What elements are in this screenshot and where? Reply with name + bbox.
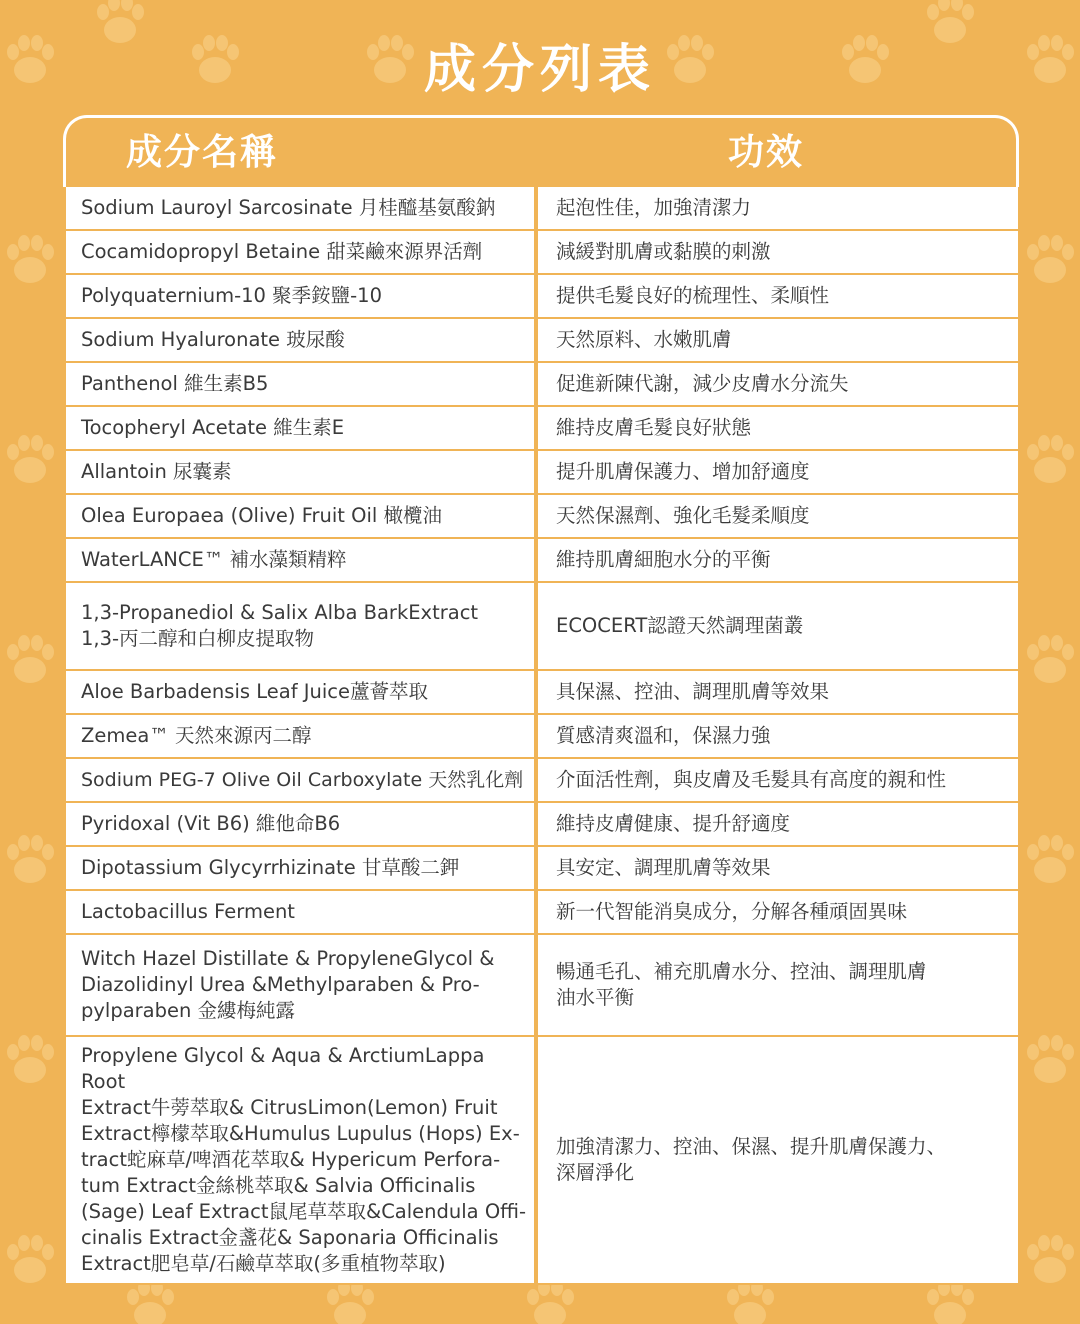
ingredient-name: Dipotassium Glycyrrhizinate 甘草酸二鉀 bbox=[66, 847, 534, 889]
ingredient-effect: 介面活性劑，與皮膚及毛髮具有高度的親和性 bbox=[538, 759, 1018, 801]
ingredient-effect: 新一代智能消臭成分，分解各種頑固異味 bbox=[538, 891, 1018, 933]
table-row bbox=[66, 275, 1019, 317]
ingredient-name: Zemea™ 天然來源丙二醇 bbox=[66, 715, 534, 757]
paw-icon bbox=[1027, 1235, 1074, 1283]
table-row bbox=[66, 891, 1019, 933]
ingredient-name: Sodium Hyaluronate 玻尿酸 bbox=[66, 319, 534, 361]
header-effect: 功效 bbox=[727, 132, 804, 173]
ingredient-effect: 具安定、調理肌膚等效果 bbox=[538, 847, 1018, 889]
header-ingredient-name: 成分名稱 bbox=[126, 132, 279, 173]
ingredient-name: Polyquaternium-10 聚季銨鹽-10 bbox=[66, 275, 534, 317]
table-row bbox=[66, 451, 1019, 493]
table-row bbox=[66, 187, 1019, 229]
paw-icon bbox=[7, 1235, 54, 1283]
paw-icon bbox=[7, 435, 54, 483]
table-row bbox=[66, 715, 1019, 757]
ingredient-name: Panthenol 維生素B5 bbox=[66, 363, 534, 405]
ingredient-name: Olea Europaea (Olive) Fruit Oil 橄欖油 bbox=[66, 495, 534, 537]
table-row bbox=[66, 847, 1019, 889]
page-title: 成分列表 bbox=[423, 40, 656, 100]
ingredient-effect: 促進新陳代謝，減少皮膚水分流失 bbox=[538, 363, 1018, 405]
paw-icon bbox=[527, 1280, 574, 1324]
table-row bbox=[66, 1037, 1019, 1283]
paw-icon bbox=[1027, 435, 1074, 483]
paw-icon bbox=[7, 235, 54, 283]
table-row bbox=[66, 935, 1019, 1035]
ingredient-effect: 起泡性佳，加強清潔力 bbox=[538, 187, 1018, 229]
ingredient-name: Sodium PEG-7 Olive Oil Carboxylate 天然乳化劑 bbox=[66, 759, 534, 801]
ingredient-effect: 維持皮膚健康、提升舒適度 bbox=[538, 803, 1018, 845]
ingredient-name: WaterLANCE™ 補水藻類精粹 bbox=[66, 539, 534, 581]
table-row bbox=[66, 759, 1019, 801]
paw-icon bbox=[97, 0, 144, 43]
ingredient-effect: 暢通毛孔、補充肌膚水分、控油、調理肌膚 油水平衡 bbox=[538, 935, 1018, 1035]
ingredient-effect: ECOCERT認證天然調理菌叢 bbox=[538, 583, 1018, 669]
paw-icon bbox=[727, 1280, 774, 1324]
ingredient-name: Witch Hazel Distillate & PropyleneGlycol & Diazolidinyl Urea &Methylparaben & Pro- pylparaben 金縷梅純露 bbox=[66, 935, 534, 1035]
paw-icon bbox=[127, 1280, 174, 1324]
ingredient-name: Aloe Barbadensis Leaf Juice蘆薈萃取 bbox=[66, 671, 534, 713]
ingredient-name: 1,3-Propanediol & Salix Alba BarkExtract 1,3-丙二醇和白柳皮提取物 bbox=[66, 583, 534, 669]
ingredient-name: Cocamidopropyl Betaine 甜菜鹼來源界活劑 bbox=[66, 231, 534, 273]
table-row bbox=[66, 583, 1019, 669]
table-row bbox=[66, 231, 1019, 273]
paw-icon bbox=[7, 835, 54, 883]
ingredient-effect: 提供毛髮良好的梳理性、柔順性 bbox=[538, 275, 1018, 317]
ingredient-name: Allantoin 尿囊素 bbox=[66, 451, 534, 493]
ingredient-effect: 天然保濕劑、強化毛髮柔順度 bbox=[538, 495, 1018, 537]
paw-icon bbox=[927, 1280, 974, 1324]
table-row bbox=[66, 671, 1019, 713]
table-header bbox=[63, 115, 1019, 187]
ingredient-effect: 加強清潔力、控油、保濕、提升肌膚保護力、 深層淨化 bbox=[538, 1037, 1018, 1283]
table-row bbox=[66, 495, 1019, 537]
ingredient-name: Sodium Lauroyl Sarcosinate 月桂醯基氨酸鈉 bbox=[66, 187, 534, 229]
paw-icon bbox=[7, 1035, 54, 1083]
table-row bbox=[66, 803, 1019, 845]
ingredient-effect: 維持皮膚毛髮良好狀態 bbox=[538, 407, 1018, 449]
ingredient-name: Tocopheryl Acetate 維生素E bbox=[66, 407, 534, 449]
paw-icon bbox=[327, 1280, 374, 1324]
ingredient-name: Pyridoxal (Vit B6) 維他命B6 bbox=[66, 803, 534, 845]
paw-icon bbox=[927, 0, 974, 43]
ingredient-effect: 提升肌膚保護力、增加舒適度 bbox=[538, 451, 1018, 493]
ingredient-effect: 質感清爽溫和，保濕力強 bbox=[538, 715, 1018, 757]
paw-icon bbox=[1027, 235, 1074, 283]
paw-icon bbox=[1027, 835, 1074, 883]
paw-icon bbox=[1027, 1035, 1074, 1083]
table-row bbox=[66, 539, 1019, 581]
ingredient-name: Lactobacillus Ferment bbox=[66, 891, 534, 933]
paw-icon bbox=[1027, 635, 1074, 683]
ingredient-effect: 具保濕、控油、調理肌膚等效果 bbox=[538, 671, 1018, 713]
table-row bbox=[66, 407, 1019, 449]
ingredient-effect: 維持肌膚細胞水分的平衡 bbox=[538, 539, 1018, 581]
paw-icon bbox=[7, 635, 54, 683]
table-row bbox=[66, 319, 1019, 361]
ingredient-effect: 天然原料、水嫩肌膚 bbox=[538, 319, 1018, 361]
ingredient-table bbox=[63, 115, 1019, 1285]
table-row bbox=[66, 363, 1019, 405]
ingredient-effect: 減緩對肌膚或黏膜的刺激 bbox=[538, 231, 1018, 273]
ingredient-name: Propylene Glycol & Aqua & ArctiumLappa Root Extract牛蒡萃取& CitrusLimon(Lemon) Fruit Extract檸檬萃取&Humulus Lupulus (Hops) Ex- tract蛇麻草/啤酒花萃取& Hypericum Perfora- tum Extract金絲桃萃取& Salvia Officinalis (Sage) Leaf Extract鼠尾草萃取&Calendula Offi- cinalis Extract金盞花& Saponaria Officinalis Extract肥皂草/石鹼草萃取(多重植物萃取) bbox=[66, 1037, 534, 1283]
